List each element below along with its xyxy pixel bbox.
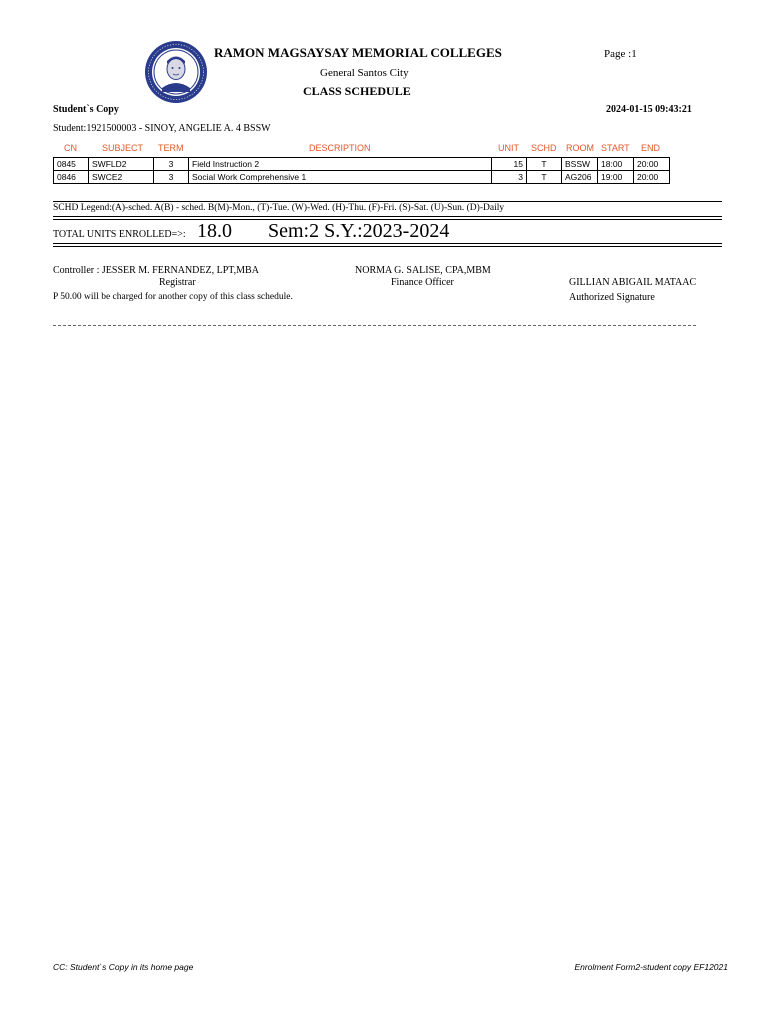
finance-officer-name: NORMA G. SALISE, CPA,MBM [355,265,491,276]
cell-schd: T [527,158,562,171]
cell-start: 19:00 [598,171,634,184]
cell-end: 20:00 [634,171,670,184]
totals-bottom-divider [53,243,722,247]
total-units-value: 18.0 [197,220,232,242]
controller-name: Controller : JESSER M. FERNANDEZ, LPT,MBA [53,265,259,276]
finance-officer-title: Finance Officer [391,277,454,288]
copy-charge-note: P 50.00 will be charged for another copy of this class schedule. [53,292,293,302]
page-number: Page :1 [604,48,637,60]
cell-unit: 3 [492,171,527,184]
cell-cn: 0846 [54,171,89,184]
column-header-end: END [641,143,661,153]
cell-subject: SWFLD2 [89,158,154,171]
print-timestamp: 2024-01-15 09:43:21 [606,104,692,115]
column-header-room: ROOM [566,143,594,153]
student-info: Student:1921500003 - SINOY, ANGELIE A. 4 BSSW [53,123,271,134]
footer-left: CC: Student`s Copy in its home page [53,962,194,972]
column-header-description: DESCRIPTION [309,143,371,153]
cut-line [53,325,696,326]
schedule-legend: SCHD Legend:(A)-sched. A(B) - sched. B(M)-Mon., (T)-Tue. (W)-Wed. (H)-Thu. (F)-Fri. (S)-Sat. (U)-Sun. (D)-Daily [53,203,505,213]
column-header-schd: SCHD [531,143,557,153]
copy-label: Student`s Copy [53,104,119,115]
cell-room: AG206 [562,171,598,184]
college-seal-icon [144,40,208,104]
footer-right: Enrolment Form2-student copy EF12021 [574,962,728,972]
cell-term: 3 [154,158,189,171]
column-header-cn: CN [64,143,77,153]
column-header-unit: UNIT [498,143,519,153]
column-header-start: START [601,143,630,153]
cell-term: 3 [154,171,189,184]
table-row [54,171,670,184]
cell-start: 18:00 [598,158,634,171]
cell-cn: 0845 [54,158,89,171]
document-title: CLASS SCHEDULE [303,84,411,98]
column-header-subject: SUBJECT [102,143,144,153]
legend-divider [53,201,722,202]
cell-description: Field Instruction 2 [189,158,492,171]
column-header-term: TERM [158,143,184,153]
controller-title: Registrar [159,277,196,288]
institution-city: General Santos City [320,67,409,79]
cell-subject: SWCE2 [89,171,154,184]
cell-room: BSSW [562,158,598,171]
semester-school-year: Sem:2 S.Y.:2023-2024 [268,220,450,242]
table-row [54,158,670,171]
cell-end: 20:00 [634,158,670,171]
cell-schd: T [527,171,562,184]
authorized-signatory-title: Authorized Signature [569,292,655,303]
cell-description: Social Work Comprehensive 1 [189,171,492,184]
cell-unit: 15 [492,158,527,171]
total-units-label: TOTAL UNITS ENROLLED=>: [53,229,186,240]
institution-name: RAMON MAGSAYSAY MEMORIAL COLLEGES [214,45,502,60]
authorized-signatory-name: GILLIAN ABIGAIL MATAAC [569,277,697,288]
schedule-table [53,157,670,184]
